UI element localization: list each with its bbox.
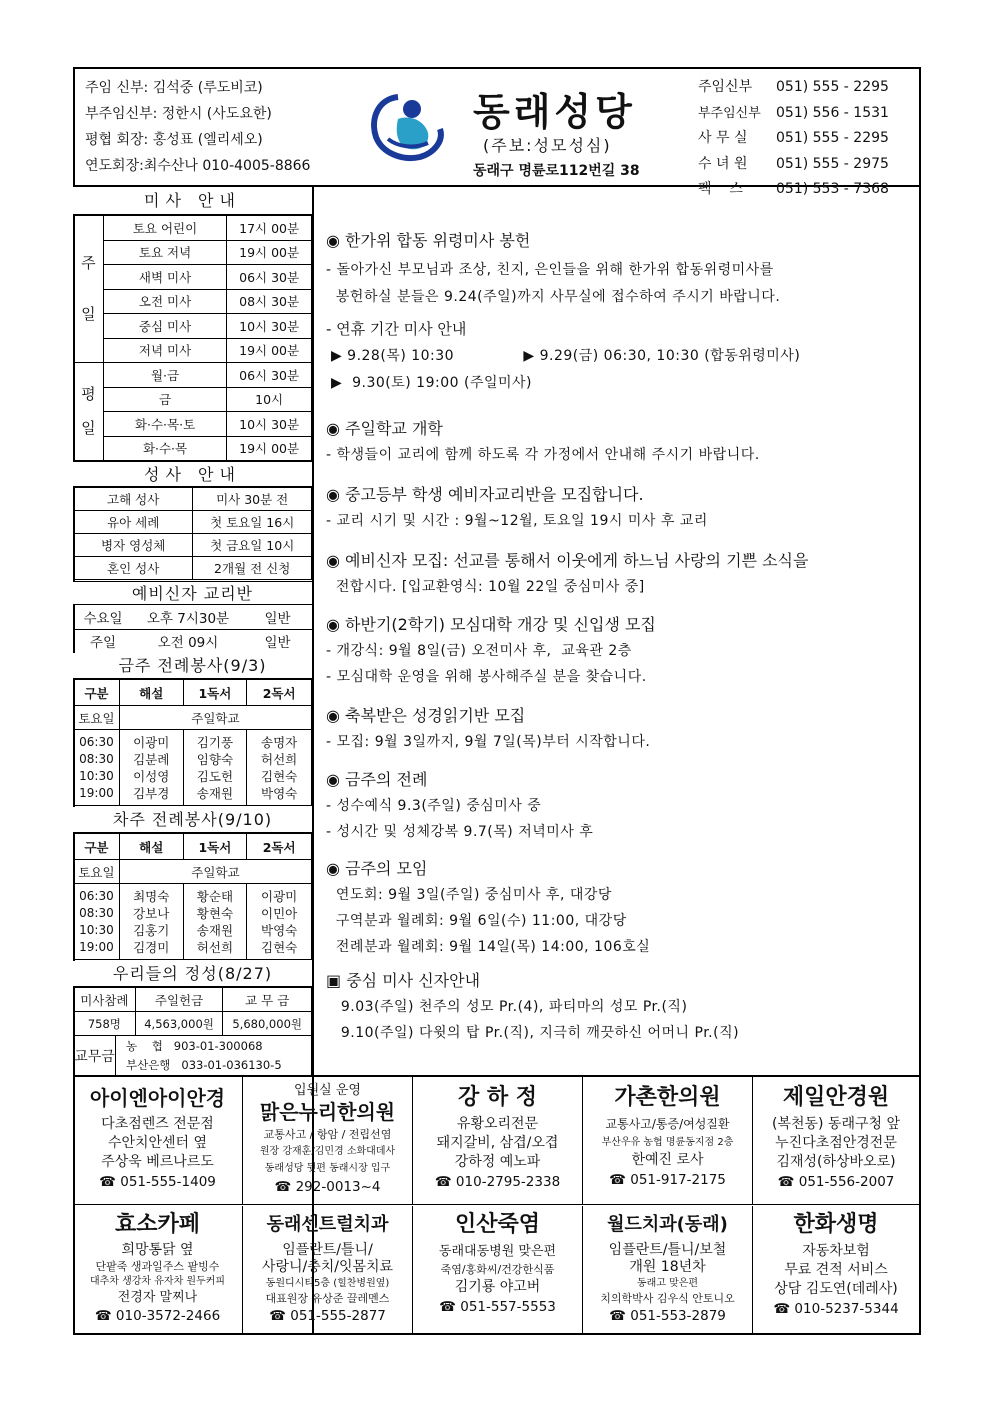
contact-label: 사 무 실: [698, 130, 748, 146]
ad-line: 돼지갈비, 삼겹/오겹: [436, 1135, 559, 1151]
service-reading1: 김기풍 임향숙 김도헌 송재원: [183, 730, 247, 806]
notice-line: 전례분과 월례회: 9월 14일(목) 14:00, 106호실: [326, 939, 651, 955]
notice-line: ▶ 9.28(목) 10:30 ▶ 9.29(금) 06:30, 10:30 (합동위령미사): [326, 348, 801, 364]
col-header: 구분: [74, 680, 120, 706]
sunday-label: 주 일: [74, 216, 104, 363]
class-time: 오후 7시30분: [133, 605, 243, 629]
service-commentary: 이광미 김분례 이성영 김부경: [119, 730, 183, 806]
sacrament-heading: 성사 안내: [73, 461, 312, 487]
notice-line: 9.10(주일) 다윗의 탑 Pr.(직), 지극히 깨끗하신 어머니 Pr.(직): [326, 1025, 740, 1041]
ad-phone: ☎ 292-0013~4: [274, 1179, 381, 1195]
parish-subtitle: (주보:성모성심): [483, 136, 612, 155]
mass-time: 10시 30분: [227, 412, 312, 437]
contact-value: 051) 555 - 2295: [776, 79, 889, 95]
ad-line: 수안치안센터 옆: [107, 1135, 208, 1151]
offering-table: [73, 987, 312, 1036]
notice-line: - 학생들이 교리에 함께 하도록 각 가정에서 안내해 주시기 바랍니다.: [326, 447, 760, 463]
notice: [326, 228, 780, 306]
notice-line: - 모심대학 운영을 위해 봉사해주실 분을 찾습니다.: [326, 669, 647, 685]
notice: [326, 767, 593, 841]
saturday-value: 주일학교: [119, 860, 311, 884]
notice-line: ▶ 9.30(토) 19:00 (주일미사): [326, 375, 533, 391]
notice: [326, 548, 808, 596]
notice-title: ◉ 예비신자 모집: 선교를 통해서 이웃에게 하느님 사랑의 기쁜 소식을: [326, 551, 809, 570]
notice: [326, 856, 650, 956]
fee-label: 교무금: [74, 1036, 116, 1076]
mass-time: 19시 00분: [227, 338, 312, 363]
ad-line: 동래고 맞은편: [636, 1278, 699, 1289]
mass-heading: 미사 안내: [73, 187, 312, 215]
class-day: 주일: [73, 629, 133, 653]
mass-time: 08시 30분: [227, 289, 312, 314]
offering-value: 758명: [74, 1012, 136, 1036]
ad-phone: ☎ 051-553-2879: [609, 1308, 726, 1324]
notice-line: - 성시간 및 성체강복 9.7(목) 저녁미사 후: [326, 824, 594, 840]
ad-line: 원장 강재훈/김민경 소화대데사: [259, 1146, 396, 1157]
sacrament-table: [73, 487, 312, 580]
notice-line: 봉헌하실 분들은 9.24(주일)까지 사무실에 접수하여 주시기 바랍니다.: [326, 289, 781, 305]
ad-line: 동원디시티5층 (힐찬병원옆): [265, 1278, 390, 1289]
ad-phone: ☎ 010-2795-2338: [434, 1174, 561, 1190]
service-commentary: 최명숙 강보나 김홍기 김경미: [119, 884, 183, 960]
fee-table: [73, 1035, 312, 1076]
parish-title: 동래성당: [473, 90, 636, 134]
mass-name: 저녁 미사: [103, 338, 226, 363]
mass-name: 금: [103, 387, 226, 412]
ad-line: 김기룡 야고버: [454, 1279, 541, 1295]
ad-line: 임플란트/틀니/: [282, 1242, 373, 1258]
ad-card: [413, 1206, 583, 1334]
ad-phone: ☎ 010-3572-2466: [94, 1308, 221, 1324]
ad-line: 김재성(하상바오로): [776, 1154, 896, 1170]
contact-row: [698, 126, 889, 152]
mass-name: 월·금: [103, 363, 226, 388]
ad-line: 누진다초점안경전문: [775, 1135, 897, 1151]
ad-name: 동래센트럴치과: [266, 1214, 389, 1235]
ad-card: [243, 1206, 413, 1334]
ad-line: 동래대동병원 맞은편: [438, 1244, 557, 1259]
service-next-table: [73, 833, 312, 960]
class-day: 수요일: [73, 605, 133, 629]
class-time: 오전 09시: [133, 629, 243, 653]
mass-name: 화·수·목·토: [103, 412, 226, 437]
ad-name: 한화생명: [793, 1212, 879, 1237]
ad-phone: ☎ 051-557-5553: [439, 1299, 556, 1315]
ad-line: 부산우유 농협 명륜동지점 2층: [601, 1137, 734, 1148]
ad-line: 상담 김도연(데레사): [774, 1281, 898, 1297]
clergy-line: 부주임신부: 정한시 (사도요한): [85, 106, 272, 122]
col-header: 해설: [119, 680, 183, 706]
service-this-table: [73, 679, 312, 806]
notice-title: ◉ 금주의 모임: [326, 859, 428, 878]
mass-time: 17시 00분: [227, 216, 312, 241]
col-header: 구분: [74, 834, 120, 860]
ad-line: 사랑니/충치/잇몸치료: [261, 1259, 394, 1275]
ad-phone: ☎ 051-556-2007: [777, 1174, 895, 1190]
ad-line: 대표원장 유상준 끌레멘스: [265, 1292, 390, 1305]
ad-section: [73, 1075, 921, 1335]
parish-logo: [368, 89, 448, 163]
mass-time: 19시 00분: [227, 240, 312, 265]
ad-name: 아이엔아이안경: [89, 1086, 226, 1110]
ad-line: 강하정 예노파: [454, 1154, 541, 1170]
ad-phone: ☎ 010-5237-5344: [773, 1301, 899, 1317]
ad-name: 효소카페: [114, 1212, 200, 1237]
ad-card: [73, 1077, 243, 1205]
ad-name: 제일안경원: [782, 1085, 890, 1110]
notice-line: 전합시다. [입교환영식: 10월 22일 중심미사 중]: [326, 579, 645, 595]
mass-time: 06시 30분: [227, 265, 312, 290]
ad-line: 임플란트/틀니/보철: [608, 1242, 727, 1258]
ad-line: 교통사고/통증/여성질환: [605, 1117, 730, 1131]
saturday-label: 토요일: [74, 860, 120, 884]
col-header: 해설: [119, 834, 183, 860]
bank-account: 부산은행 033-01-036130-5: [125, 1057, 282, 1072]
notice: [326, 482, 708, 530]
mass-name: 오전 미사: [103, 289, 226, 314]
notice-line: - 개강식: 9월 8일(금) 오전미사 후, 교육관 2층: [326, 643, 632, 659]
sacrament-name: 고해 성사: [74, 488, 193, 511]
offering-heading: 우리들의 정성(8/27): [73, 961, 312, 987]
notice-title: ◉ 한가위 합동 위령미사 봉헌: [326, 231, 531, 250]
col-header: 1독서: [183, 680, 247, 706]
mass-name: 토요 저녁: [103, 240, 226, 265]
mass-name: 화·수·목: [103, 436, 226, 461]
ad-phone: ☎ 051-555-1409: [99, 1174, 216, 1190]
clergy-list: [85, 75, 310, 179]
bank-accounts: [115, 1036, 311, 1076]
contact-value: 051) 555 - 2295: [776, 130, 889, 146]
notice-title: ◉ 하반기(2학기) 모심대학 개강 및 신입생 모집: [326, 615, 656, 634]
notice-title: ▣ 중심 미사 신자안내: [326, 971, 481, 990]
offering-header: 교 무 금: [223, 988, 312, 1012]
ad-line: 죽염/홍화씨/건강한식품: [440, 1263, 555, 1276]
sacrament-name: 병자 영성체: [74, 534, 193, 557]
contact-label: 팩 스: [698, 181, 743, 197]
service-times: 06:30 08:30 10:30 19:00: [74, 884, 120, 960]
mass-time: 10시 30분: [227, 314, 312, 339]
ad-line: 희망통닭 옆: [121, 1242, 194, 1258]
catechumen-table: [73, 605, 312, 654]
ad-card: [73, 1206, 243, 1334]
clergy-line: 평협 회장: 홍성표 (엘리세오): [85, 132, 263, 148]
mass-name: 중심 미사: [103, 314, 226, 339]
ad-line: 대추차 생강차 유자차 원두커피: [89, 1276, 226, 1287]
ad-name: 가촌한의원: [614, 1085, 721, 1110]
ad-line: 개원 18년차: [629, 1259, 706, 1275]
weekday-label: 평 일: [74, 363, 104, 461]
ad-line: (복천동) 동래구청 앞: [771, 1116, 901, 1132]
col-header: 1독서: [183, 834, 247, 860]
ad-card: [753, 1077, 919, 1205]
contact-label: 부주임신부: [698, 105, 761, 121]
saturday-label: 토요일: [74, 706, 120, 730]
mass-time: 06시 30분: [227, 363, 312, 388]
class-kind: 일반: [243, 605, 312, 629]
clergy-line: 연도회장:최수산나 010-4005-8866: [85, 158, 311, 174]
service-reading2: 송명자 허선희 김현숙 박영숙: [247, 730, 312, 806]
ad-name: 맑은누리한의원: [259, 1100, 396, 1124]
catechumen-heading: 예비신자 교리반: [73, 581, 312, 605]
notice-title: ◉ 금주의 전례: [326, 770, 428, 789]
service-reading1: 황순태 황현숙 송재원 허선희: [183, 884, 247, 960]
ad-name: 강 하 정: [457, 1085, 538, 1110]
ad-line: 무료 견적 서비스: [784, 1262, 888, 1278]
sacrament-value: 미사 30분 전: [193, 488, 312, 511]
ad-phone: ☎ 051-917-2175: [609, 1172, 726, 1188]
ad-tagline: 입원실 운영: [294, 1083, 361, 1098]
ad-card: [583, 1077, 753, 1205]
contact-label: 주임신부: [698, 79, 753, 95]
notice-title: ◉ 중고등부 학생 예비자교리반을 모집합니다.: [326, 485, 644, 504]
ad-line: 전경자 말찌나: [117, 1290, 198, 1305]
notice-line: 9.03(주일) 천주의 성모 Pr.(4), 파티마의 성모 Pr.(직): [326, 999, 688, 1015]
contact-value: 051) 556 - 1531: [776, 104, 889, 121]
service-this-heading: 금주 전례봉사(9/3): [73, 653, 312, 679]
mass-table: [73, 215, 312, 461]
notice: [326, 416, 760, 464]
col-header: 2독서: [247, 834, 312, 860]
sacrament-value: 첫 금요일 10시: [193, 534, 312, 557]
notice-line: - 돌아가신 부모님과 조상, 친지, 은인들을 위해 한가위 합동위령미사를: [326, 262, 774, 278]
sacrament-name: 혼인 성사: [74, 557, 193, 580]
col-header: 2독서: [247, 680, 312, 706]
contact-row: [698, 75, 889, 101]
sacrament-value: 2개월 전 신청: [193, 557, 312, 580]
ad-phone: ☎ 051-555-2877: [269, 1308, 386, 1324]
contact-row: [698, 152, 889, 178]
ad-card: [583, 1206, 753, 1334]
contact-value: 051) 555 - 2975: [776, 155, 889, 172]
offering-header: 미사참례: [74, 988, 136, 1012]
ad-line: 다초점렌즈 전문점: [101, 1116, 214, 1132]
ad-line: 교통사고 / 항암 / 전립선염: [263, 1128, 392, 1141]
ad-line: 단팥죽 생과일주스 팥빙수: [95, 1260, 220, 1273]
contact-value: 051) 553 - 7368: [776, 181, 889, 197]
ad-line: 한예진 로사: [631, 1152, 704, 1168]
contact-row: [698, 177, 889, 203]
notice-title: ◉ 축복받은 성경읽기반 모집: [326, 706, 526, 725]
contact-list: [698, 75, 889, 203]
mass-time: 10시: [227, 387, 312, 412]
ad-line: 동래성당 뒷편 동래시장 입구: [264, 1163, 391, 1174]
mass-name: 토요 어린이: [103, 216, 226, 241]
ad-line: 자동차보험: [802, 1243, 870, 1259]
saturday-value: 주일학교: [119, 706, 311, 730]
parish-address: 동래구 명륜로112번길 38: [473, 163, 640, 179]
notice: [326, 318, 800, 392]
notice-line: - 성수예식 9.3(주일) 중심미사 중: [326, 798, 542, 814]
clergy-line: 주임 신부: 김석중 (루도비코): [85, 80, 263, 96]
offering-value: 5,680,000원: [223, 1012, 312, 1036]
bank-account: 농 협 903-01-300068: [125, 1038, 263, 1053]
ad-line: 치의학박사 김우식 안토니오: [600, 1292, 735, 1305]
ad-card: [243, 1077, 413, 1205]
sacrament-name: 유아 세례: [74, 511, 193, 534]
offering-header: 주일헌금: [135, 988, 223, 1012]
sacrament-value: 첫 토요일 16시: [193, 511, 312, 534]
notice: [326, 612, 656, 686]
ad-line: 주상욱 베르나르도: [101, 1154, 214, 1170]
ad-name: 인산죽염: [454, 1212, 540, 1237]
service-next-heading: 차주 전례봉사(9/10): [73, 807, 312, 833]
offering-value: 4,563,000원: [135, 1012, 223, 1036]
ad-card: [753, 1206, 919, 1334]
ad-name: 월드치과(동래): [607, 1214, 728, 1235]
contact-label: 수 녀 원: [698, 155, 748, 172]
mass-name: 새벽 미사: [103, 265, 226, 290]
notice-line: 구역분과 월례회: 9월 6일(수) 11:00, 대강당: [326, 913, 627, 929]
contact-row: [698, 101, 889, 127]
notice-line: - 모집: 9월 3일까지, 9월 7일(목)부터 시작합니다.: [326, 734, 651, 750]
service-reading2: 이광미 이민아 박영숙 김현숙: [247, 884, 312, 960]
ad-card: [413, 1077, 583, 1205]
notice-line: - 교리 시기 및 시간 : 9월~12월, 토요일 19시 미사 후 교리: [326, 513, 708, 529]
class-kind: 일반: [243, 629, 312, 653]
service-times: 06:30 08:30 10:30 19:00: [74, 730, 120, 806]
notice: [326, 968, 739, 1042]
notice-title: ◉ 주일학교 개학: [326, 419, 443, 438]
mass-time: 19시 00분: [227, 436, 312, 461]
bulletin-header: [73, 67, 921, 197]
ad-line: 유황오리전문: [456, 1116, 539, 1132]
notice-line: 연도회: 9월 3일(주일) 중심미사 후, 대강당: [326, 887, 612, 903]
notice-title: - 연휴 기간 미사 안내: [326, 320, 467, 338]
notice: [326, 703, 650, 751]
